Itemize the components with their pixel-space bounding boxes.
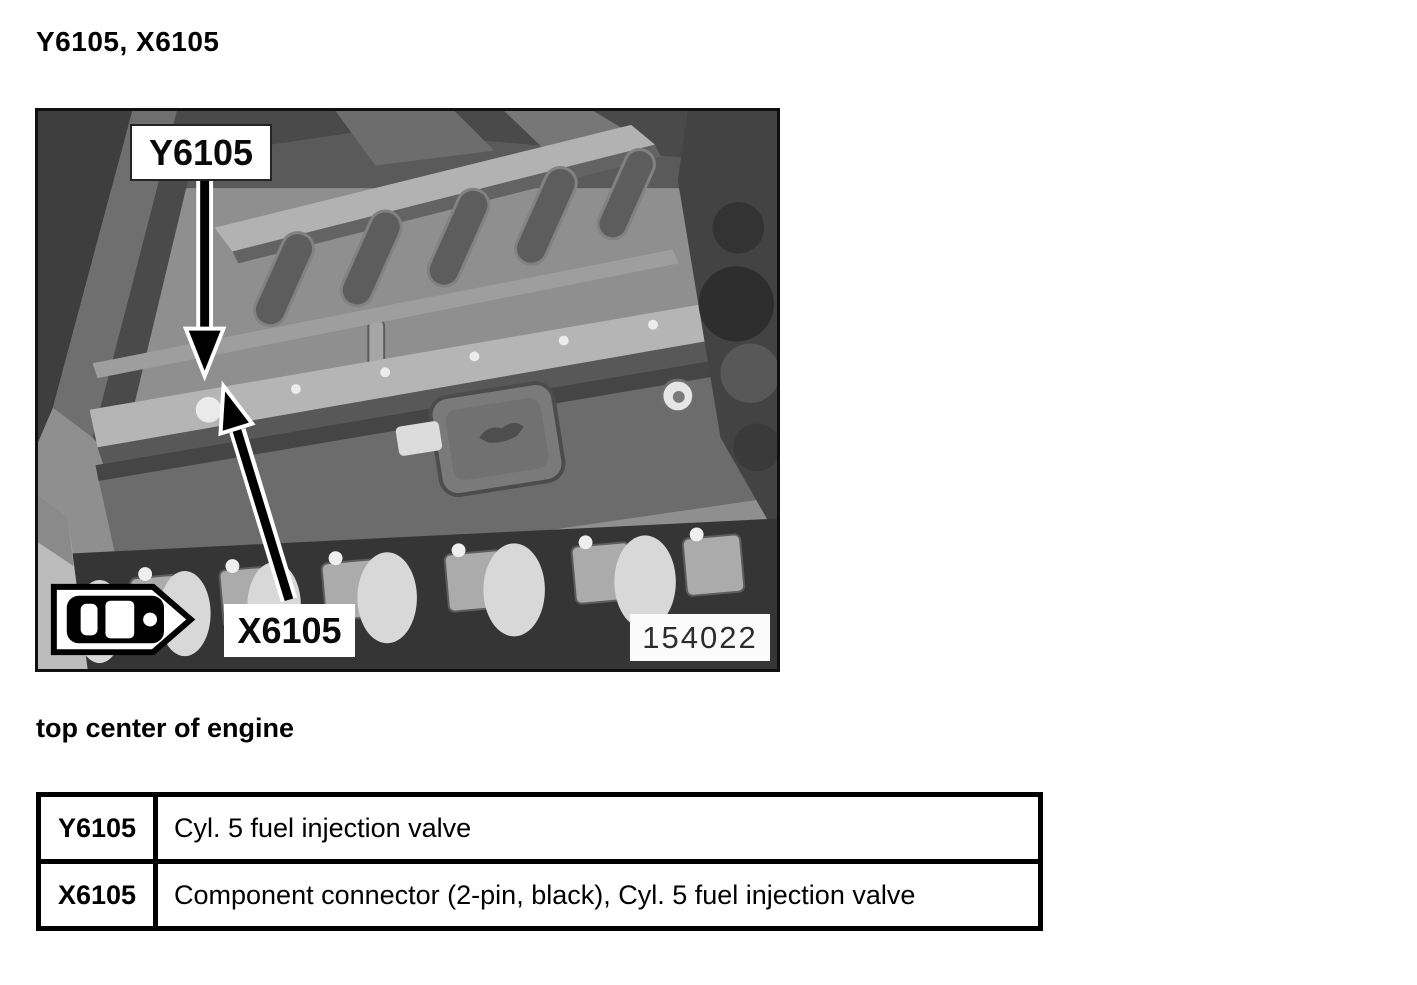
engine-photo bbox=[35, 108, 780, 672]
callout-arrows bbox=[38, 111, 777, 669]
callout-y6105: Y6105 bbox=[130, 124, 272, 181]
component-code: Y6105 bbox=[39, 795, 156, 862]
photo-caption: top center of engine bbox=[36, 713, 295, 743]
component-code: X6105 bbox=[39, 862, 156, 929]
component-description: Cyl. 5 fuel injection valve bbox=[156, 795, 1041, 862]
component-description: Component connector (2-pin, black), Cyl. 5 fuel injection valve bbox=[156, 862, 1041, 929]
car-top-view-arrow-icon bbox=[54, 587, 191, 652]
table-row bbox=[39, 862, 1041, 929]
x6105-arrow bbox=[221, 386, 289, 600]
table-row bbox=[39, 795, 1041, 862]
page-title: Y6105, X6105 bbox=[36, 26, 220, 57]
callout-x6105: X6105 bbox=[224, 604, 355, 657]
y6105-arrow bbox=[186, 176, 224, 376]
photo-id-number: 154022 bbox=[630, 614, 770, 661]
legend-table bbox=[36, 792, 1043, 931]
